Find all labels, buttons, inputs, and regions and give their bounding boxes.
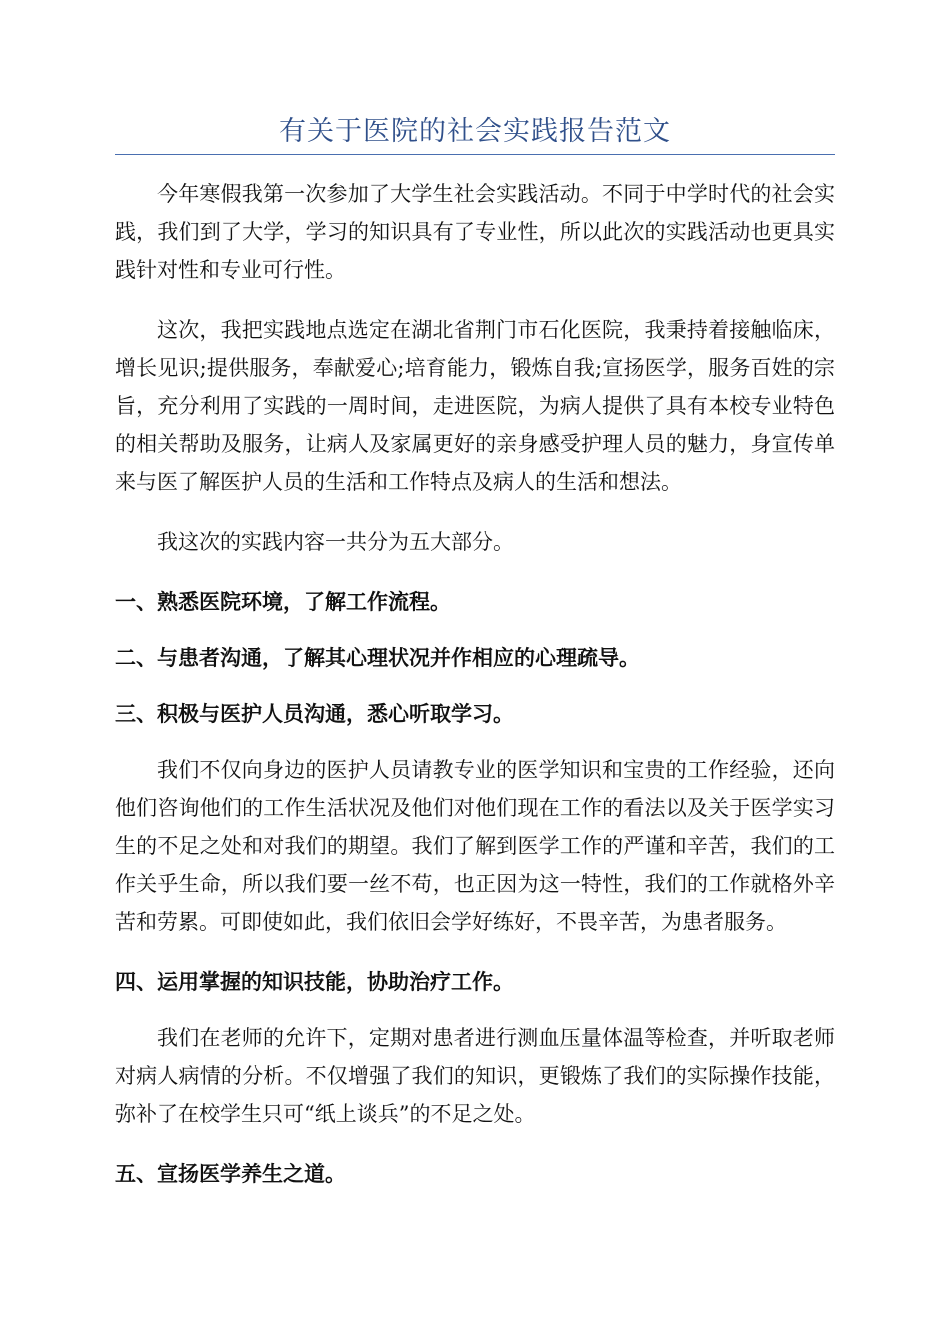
document-title: 有关于医院的社会实践报告范文 bbox=[279, 116, 671, 147]
paragraph-overview: 我这次的实践内容一共分为五大部分。 bbox=[157, 530, 514, 554]
paragraph-intro: 今年寒假我第一次参加了大学生社会实践活动。不同于中学时代的社会实践，我们到了大学，学习的知识具有了专业性，所以此次的实践活动也更具实践针对性和专业可行性。 bbox=[115, 182, 835, 282]
section-heading-4: 四、运用掌握的知识技能，协助治疗工作。 bbox=[115, 969, 514, 994]
section-heading-2: 二、与患者沟通，了解其心理状况并作相应的心理疏导。 bbox=[115, 645, 640, 670]
section-heading-3: 三、积极与医护人员沟通，悉心听取学习。 bbox=[115, 701, 514, 726]
title-underline bbox=[115, 154, 835, 155]
paragraph-location: 这次，我把实践地点选定在湖北省荆门市石化医院，我秉持着接触临床，增长见识;提供服务，奉献爱心;培育能力，锻炼自我;宣扬医学，服务百姓的宗旨，充分利用了实践的一周时间，走进医院，为病人提供了具有本校专业特色的相关帮助及服务，让病人及家属更好的亲身感受护理人员的魅力，身宣传单来与医了解医护人员的生活和工作特点及病人的生活和想法。 bbox=[115, 318, 835, 494]
paragraph-section-4: 我们在老师的允许下，定期对患者进行测血压量体温等检查，并听取老师对病人病情的分析。不仅增强了我们的知识，更锻炼了我们的实际操作技能，弥补了在校学生只可“纸上谈兵”的不足之处。 bbox=[115, 1026, 835, 1126]
section-heading-1: 一、熟悉医院环境，了解工作流程。 bbox=[115, 589, 451, 614]
section-heading-5: 五、宣扬医学养生之道。 bbox=[115, 1161, 346, 1186]
document-body bbox=[115, 175, 835, 1211]
paragraph-section-3: 我们不仅向身边的医护人员请教专业的医学知识和宝贵的工作经验，还向他们咨询他们的工作生活状况及他们对他们现在工作的看法以及关于医学实习生的不足之处和对我们的期望。我们了解到医学工作的严谨和辛苦，我们的工作关乎生命，所以我们要一丝不苟，也正因为这一特性，我们的工作就格外辛苦和劳累。可即使如此，我们依旧会学好练好，不畏辛苦，为患者服务。 bbox=[115, 758, 835, 934]
